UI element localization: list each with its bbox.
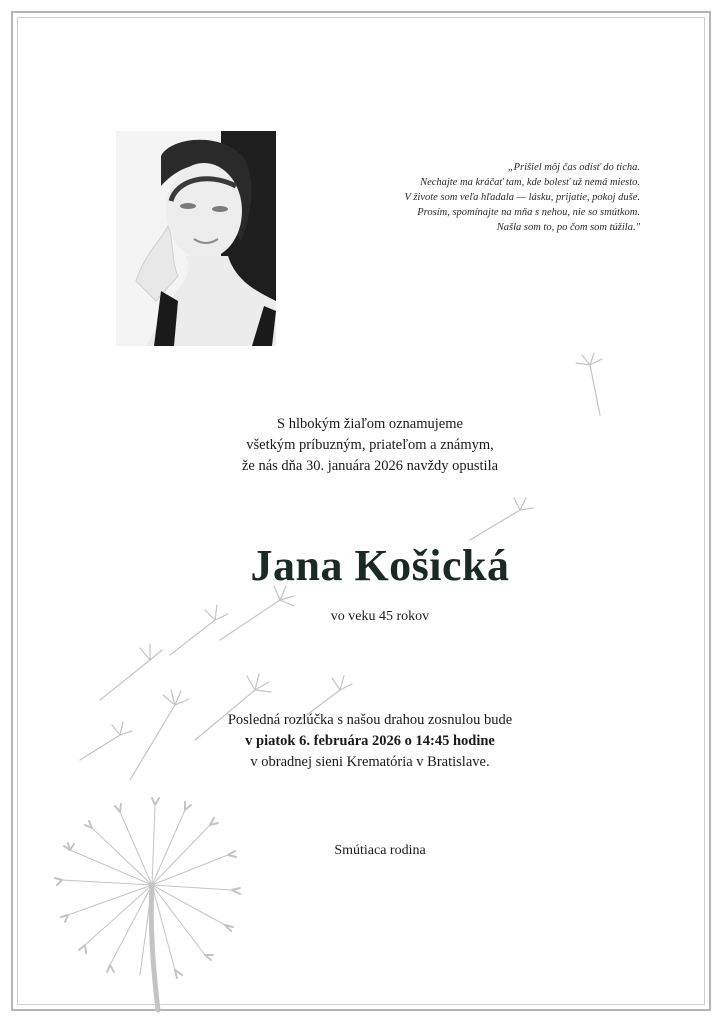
- farewell-details: [120, 710, 620, 773]
- poem-line: Našla som to, po čom som túžila.": [496, 222, 640, 233]
- announcement-line: všetkým príbuzným, priateľom a známym,: [246, 437, 494, 453]
- poem-line: V živote som veľa hľadala — lásku, prijatie, pokoj duše.: [404, 192, 640, 203]
- announcement-text: [120, 414, 620, 477]
- deceased-age: vo veku 45 rokov: [330, 609, 430, 624]
- poem-quote: [300, 160, 640, 235]
- farewell-venue: v obradnej sieni Krematória v Bratislave.: [250, 754, 490, 770]
- poem-line: Nechajte ma kráčať tam, kde bolesť už nemá miesto.: [420, 177, 640, 188]
- signature-family: Smútiaca rodina: [334, 843, 426, 858]
- deceased-name: Jana Košická: [250, 541, 510, 590]
- farewell-line: Posledná rozlúčka s našou drahou zosnulou bude: [227, 712, 513, 728]
- portrait-photo: [116, 131, 276, 346]
- poem-line: Prosím, spomínajte na mňa s nehou, nie so smútkom.: [417, 207, 640, 218]
- farewell-date-time: v piatok 6. februára 2026 o 14:45 hodine: [245, 733, 495, 749]
- poem-line: „Prišiel môj čas odísť do ticha.: [507, 162, 640, 173]
- announcement-line: S hlbokým žiaľom oznamujeme: [277, 416, 463, 432]
- announcement-line: že nás dňa 30. januára 2026 navždy opustila: [241, 458, 499, 474]
